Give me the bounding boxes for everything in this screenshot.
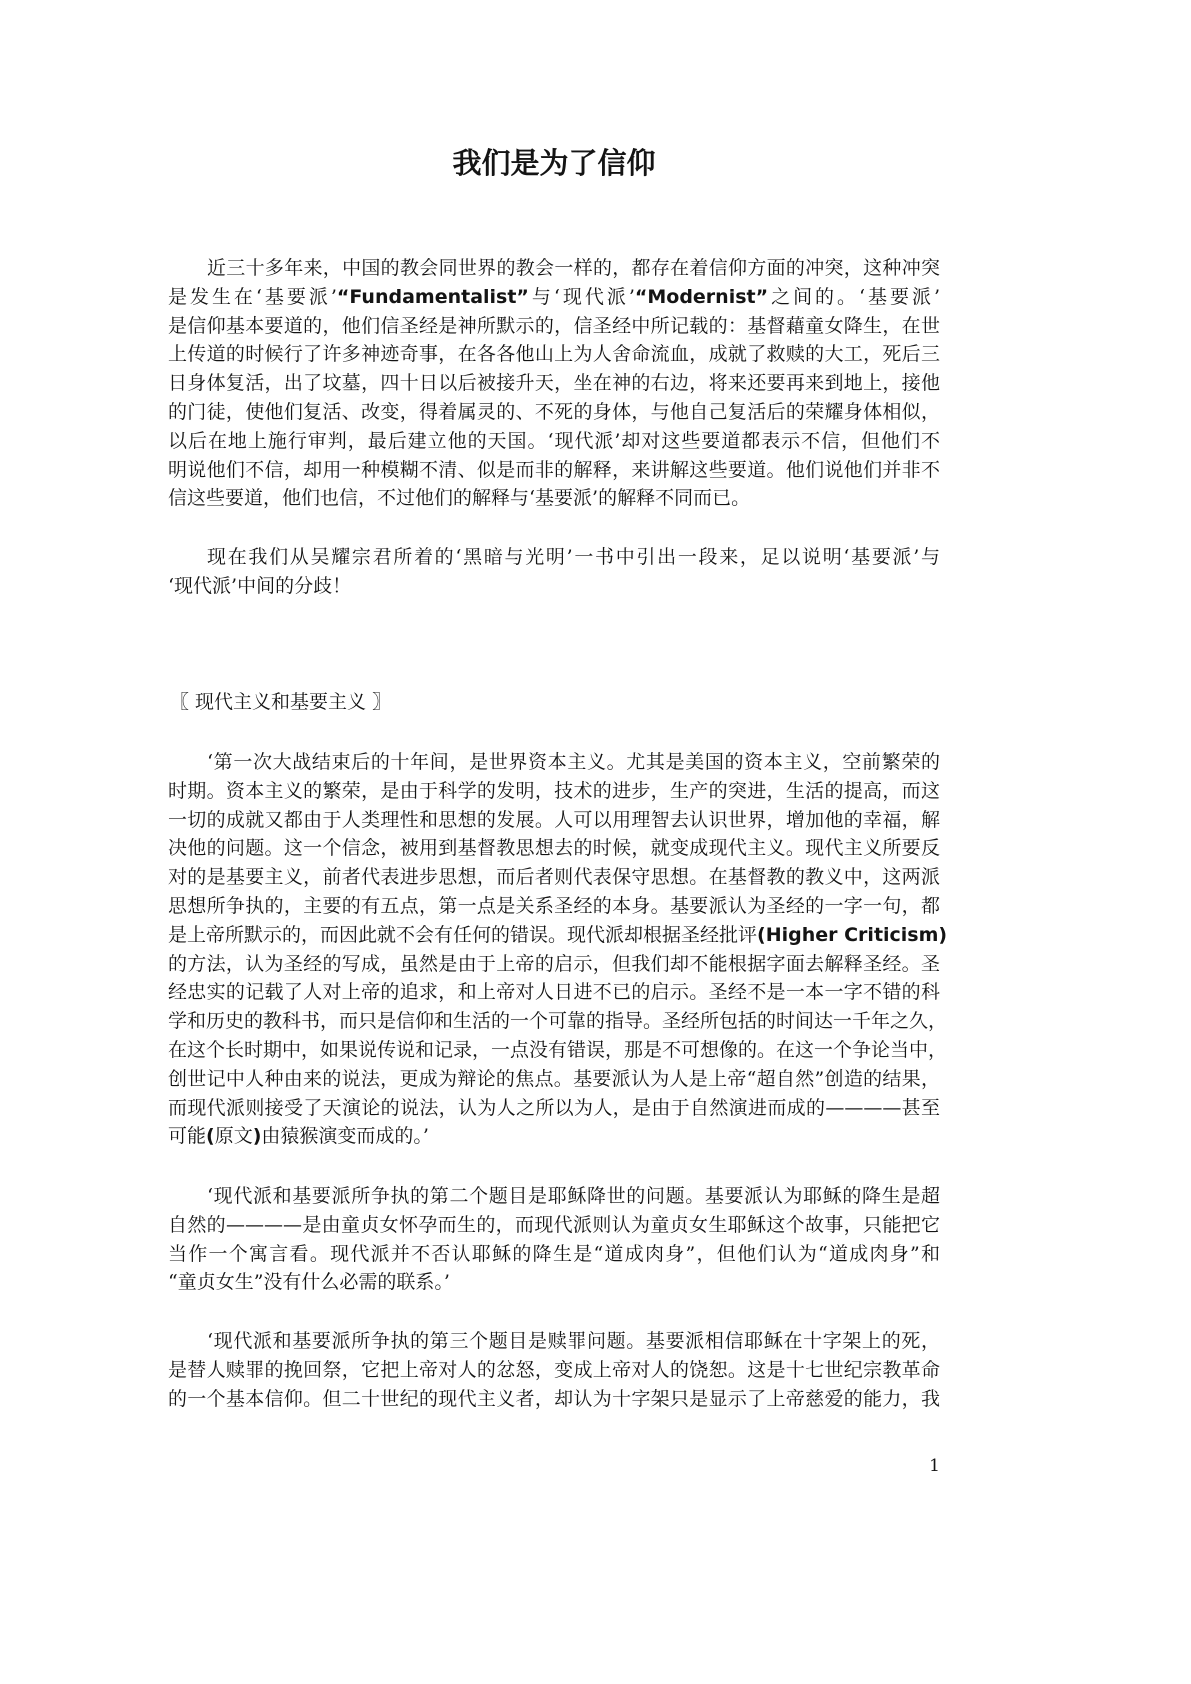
text-line: 时期。资本主义的繁荣，是由于科学的发明，技术的进步，生产的突进，生活的提高，而这 — [168, 779, 940, 802]
text-line — [168, 921, 948, 950]
latin-term: “Modernist” — [634, 285, 769, 308]
quote-paragraph-2 — [168, 1182, 940, 1297]
text-line — [168, 283, 940, 312]
quote-paragraph-1 — [168, 748, 948, 1151]
text-line: 以后在地上施行审判，最后建立他的天国。‘现代派’却对这些要道都表示不信，但他们不 — [168, 429, 940, 452]
text-line: 决他的问题。这一个信念，被用到基督教思想去的时候，就变成现代主义。现代主义所要反 — [168, 837, 940, 860]
text-line: ‘现代派’中间的分歧！ — [168, 574, 352, 597]
text-run: 原文 — [214, 1125, 253, 1148]
text-line: 的方法，认为圣经的写成，虽然是由于上帝的启示，但我们却不能根据字面去解释圣经。圣 — [168, 952, 940, 975]
text-line: 信这些要道，他们也信，不过他们的解释与‘基要派’的解释不同而已。 — [168, 487, 751, 510]
text-run: 是发生在‘基要派’ — [168, 285, 337, 308]
section-heading: 〖 现代主义和基要主义 〗 — [170, 691, 392, 713]
page-number: 1 — [929, 1456, 940, 1476]
text-line: 日身体复活，出了坟墓，四十日以后被接升天，坐在神的右边，将来还要再来到地上，接他 — [168, 372, 940, 395]
bold-parenthesis: ( — [206, 1125, 215, 1148]
text-run: 可能 — [168, 1125, 207, 1148]
text-run: 之间的。‘基要派’ — [768, 285, 940, 308]
text-line: 自然的————是由童贞女怀孕而生的，而现代派则认为童贞女生耶稣这个故事，只能把它 — [168, 1213, 940, 1236]
text-line: 而现代派则接受了天演论的说法，认为人之所以为人，是由于自然演进而成的————甚至 — [168, 1096, 940, 1119]
latin-term: (Higher Criticism) — [757, 923, 948, 946]
intro-paragraph — [168, 254, 940, 513]
text-line: 的门徒，使他们复活、改变，得着属灵的、不死的身体，与他自己复活后的荣耀身体相似， — [168, 400, 940, 423]
text-line: 当作一个寓言看。现代派并不否认耶稣的降生是“道成肉身”，但他们认为“道成肉身”和 — [168, 1242, 940, 1265]
text-line: 近三十多年来，中国的教会同世界的教会一样的，都存在着信仰方面的冲突，这种冲突 — [207, 257, 940, 279]
text-line: ‘第一次大战结束后的十年间，是世界资本主义。尤其是美国的资本主义，空前繁荣的 — [207, 751, 940, 773]
document-title: 我们是为了信仰 — [452, 146, 656, 180]
text-line — [168, 1122, 940, 1151]
text-run: 与‘现代派’ — [528, 285, 635, 308]
quote-paragraph-3 — [168, 1327, 940, 1413]
text-line: 一切的成就又都由于人类理性和思想的发展。人可以用理智去认识世界，增加他的幸福，解 — [168, 808, 940, 831]
text-line: 在这个长时期中，如果说传说和记录，一点没有错误，那是不可想像的。在这一个争论当中， — [168, 1038, 948, 1061]
text-line: 明说他们不信，却用一种模糊不清、似是而非的解释，来讲解这些要道。他们说他们并非不 — [168, 458, 940, 481]
text-line: ‘现代派和基要派所争执的第三个题目是赎罪问题。基要派相信耶稣在十字架上的死， — [207, 1330, 940, 1352]
source-note-paragraph — [168, 543, 940, 601]
text-line: 是替人赎罪的挽回祭，它把上帝对人的忿怒，变成上帝对人的饶恕。这是十七世纪宗教革命 — [168, 1358, 940, 1381]
text-line: 的一个基本信仰。但二十世纪的现代主义者，却认为十字架只是显示了上帝慈爱的能力，我 — [168, 1387, 940, 1410]
text-line: 创世记中人种由来的说法，更成为辩论的焦点。基要派认为人是上帝“超自然”创造的结果， — [168, 1067, 940, 1090]
text-line: 上传道的时候行了许多神迹奇事，在各各他山上为人舍命流血，成就了救赎的大工，死后三 — [168, 343, 940, 366]
text-line: 是信仰基本要道的，他们信圣经是神所默示的，信圣经中所记载的：基督藉童女降生，在世 — [168, 314, 940, 337]
text-line: 思想所争执的，主要的有五点，第一点是关系圣经的本身。基要派认为圣经的一字一句，都 — [168, 894, 940, 917]
latin-term: “Fundamentalist” — [336, 285, 529, 308]
text-line: “童贞女生”没有什么必需的联系。’ — [168, 1271, 450, 1294]
text-line: 学和历史的教科书，而只是信仰和生活的一个可靠的指导。圣经所包括的时间达一千年之久， — [168, 1010, 948, 1033]
bold-parenthesis: ) — [252, 1125, 262, 1148]
text-run: 由猿猴演变而成的。’ — [261, 1125, 429, 1148]
text-line: 经忠实的记载了人对上帝的追求，和上帝对人日进不已的启示。圣经不是一本一字不错的科 — [168, 981, 940, 1004]
text-line: 现在我们从吴耀宗君所着的‘黑暗与光明’一书中引出一段来，足以说明‘基要派’与 — [207, 546, 940, 568]
text-line: ‘现代派和基要派所争执的第二个题目是耶稣降世的问题。基要派认为耶稣的降生是超 — [207, 1185, 940, 1207]
text-run: 是上帝所默示的，而因此就不会有任何的错误。现代派却根据圣经批评 — [168, 923, 758, 946]
text-line: 对的是基要主义，前者代表进步思想，而后者则代表保守思想。在基督教的教义中，这两派 — [168, 866, 940, 889]
